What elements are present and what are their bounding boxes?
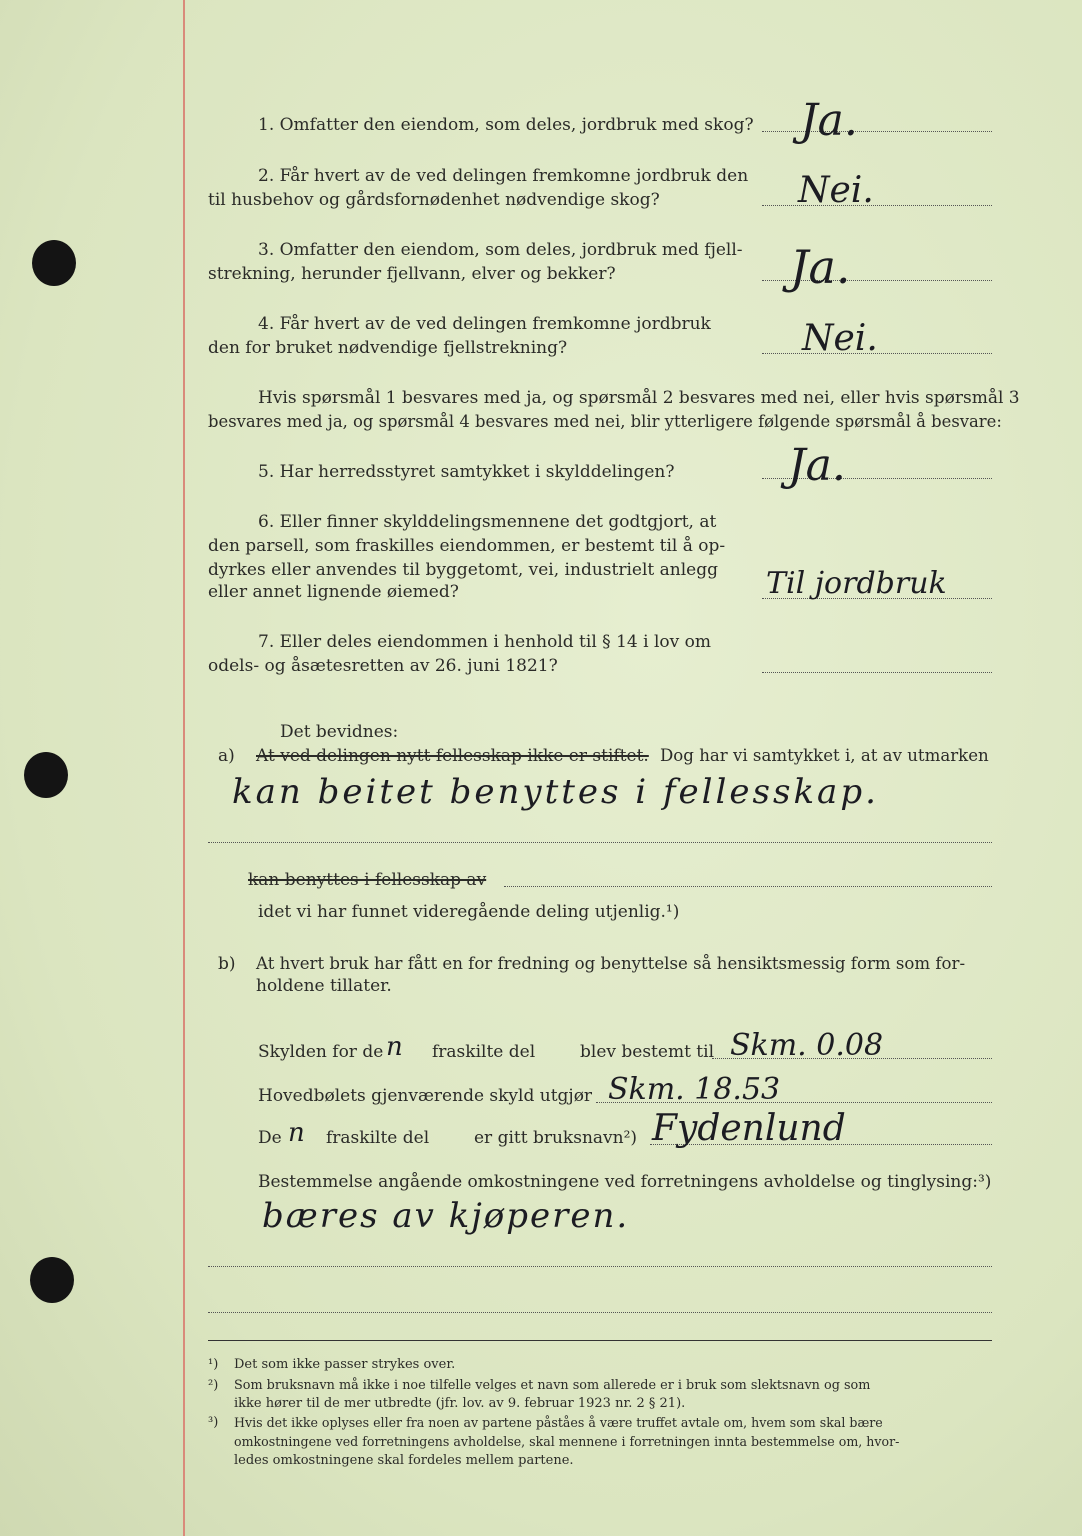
footnote-3-line-3: ledes omkostningene skal fordeles mellem partene.	[234, 1453, 574, 1468]
question-6-line-1: 6. Eller finner skylddelingsmennene det godtgjort, at	[258, 512, 717, 532]
blank-line	[504, 886, 992, 887]
footnote-separator	[208, 1340, 992, 1341]
omkostninger-label: Bestemmelse angående omkostningene ved forretningens avholdelse og tinglysing:³)	[258, 1172, 992, 1192]
item-a-struck-text: At ved delingen nytt fellesskap ikke er stiftet.	[256, 746, 649, 766]
punch-hole	[30, 1257, 74, 1303]
question-4-line-2: den for bruket nødvendige fjellstrekning?	[208, 338, 568, 358]
item-a-closing: idet vi har funnet videregående deling utjenlig.¹)	[258, 902, 680, 922]
question-4-line-1: 4. Får hvert av de ved delingen fremkomne jordbruk	[258, 314, 711, 334]
skyld-suffix-handwritten: n	[386, 1032, 403, 1062]
hovedbol-label: Hovedbølets gjenværende skyld utgjør	[258, 1086, 593, 1106]
question-7-line-2: odels- og åsætesretten av 26. juni 1821?	[208, 656, 558, 676]
footnote-1: Det som ikke passer strykes over.	[234, 1357, 456, 1372]
bruksnavn-value: Fydenlund	[652, 1108, 846, 1149]
answer-1: Ja.	[800, 95, 858, 146]
skyld-value: Skm. 0.08	[730, 1028, 884, 1063]
answer-line	[762, 205, 992, 206]
footnote-3-line-1: Hvis det ikke oplyses eller fra noen av partene påståes å være truffet avtale om, hvem som skal bære	[234, 1415, 883, 1430]
bruksnavn-label: De	[258, 1128, 282, 1148]
footnote-2-line-1: Som bruksnavn må ikke i noe tilfelle velges et navn som allerede er i bruk som slektsnavn og som	[234, 1378, 871, 1393]
answer-5: Ja.	[788, 440, 846, 491]
item-b-line-1: At hvert bruk har fått en for fredning og benyttelse så hensiktsmessig form som for-	[256, 954, 966, 973]
question-6-line-2: den parsell, som fraskilles eiendommen, er bestemt til å op-	[208, 536, 726, 556]
question-6-line-3: dyrkes eller anvendes til byggetomt, vei, industrielt anlegg	[208, 560, 718, 580]
question-2-line-2: til husbehov og gårdsfornødenhet nødvendige skog?	[208, 190, 660, 210]
question-7-line-1: 7. Eller deles eiendommen i henhold til § 14 i lov om	[258, 632, 711, 652]
hovedbol-value: Skm. 18.53	[608, 1072, 781, 1107]
item-a-struck-text-2: kan benyttes i fellesskap av	[248, 870, 487, 890]
skyld-label-2: fraskilte del	[432, 1042, 536, 1062]
question-3-line-1: 3. Omfatter den eiendom, som deles, jordbruk med fjell-	[258, 240, 743, 260]
blank-line	[208, 1266, 992, 1267]
question-3-line-2: strekning, herunder fjellvann, elver og bekker?	[208, 264, 616, 284]
condition-line-1: Hvis spørsmål 1 besvares med ja, og spørsmål 2 besvares med nei, eller hvis spørsmål 3	[258, 388, 1020, 408]
skyld-label: Skylden for de	[258, 1042, 384, 1062]
bruksnavn-suffix-handwritten: n	[288, 1118, 305, 1148]
item-a-label: a)	[218, 746, 235, 766]
margin-line	[183, 0, 185, 1536]
answer-3: Ja.	[790, 240, 851, 294]
answer-line	[762, 131, 992, 132]
question-2-line-1: 2. Får hvert av de ved delingen fremkomne jordbruk den	[258, 166, 749, 186]
certification-heading: Det bevidnes:	[280, 722, 399, 742]
footnote-2-line-2: ikke hører til de mer utbredte (jfr. lov. av 9. februar 1923 nr. 2 § 21).	[234, 1396, 686, 1411]
bruksnavn-label-3: er gitt bruksnavn²)	[474, 1128, 638, 1148]
answer-6: Til jordbruk	[766, 566, 947, 601]
item-b-label: b)	[218, 954, 236, 974]
answer-line	[762, 672, 992, 673]
footnote-3-line-2: omkostningene ved forretningens avholdelse, skal mennene i forretningen innta bestemmelse om, hvor-	[234, 1434, 900, 1449]
footnote-2-mark: ²)	[208, 1378, 219, 1393]
footnote-3-mark: ³)	[208, 1415, 219, 1430]
omkostninger-value: bæres av kjøperen.	[262, 1196, 630, 1236]
answer-4: Nei.	[802, 318, 878, 359]
question-1: 1. Omfatter den eiendom, som deles, jordbruk med skog?	[258, 115, 754, 135]
blank-line	[208, 842, 992, 843]
item-a-handwritten: kan beitet benyttes i fellesskap.	[232, 772, 879, 812]
blank-line	[208, 1312, 992, 1313]
condition-line-2: besvares med ja, og spørsmål 4 besvares med nei, blir ytterligere følgende spørsmål å besvare:	[208, 412, 1002, 431]
punch-hole	[32, 240, 76, 286]
answer-2: Nei.	[798, 170, 874, 211]
item-a-text: Dog har vi samtykket i, at av utmarken	[660, 746, 989, 765]
question-6-line-4: eller annet lignende øiemed?	[208, 582, 459, 602]
question-5: 5. Har herredsstyret samtykket i skylddelingen?	[258, 462, 675, 482]
bruksnavn-label-2: fraskilte del	[326, 1128, 430, 1148]
footnote-1-mark: ¹)	[208, 1357, 219, 1372]
item-b-line-2: holdene tillater.	[256, 976, 392, 996]
skyld-label-3: blev bestemt til	[580, 1042, 715, 1062]
punch-hole	[24, 752, 68, 798]
